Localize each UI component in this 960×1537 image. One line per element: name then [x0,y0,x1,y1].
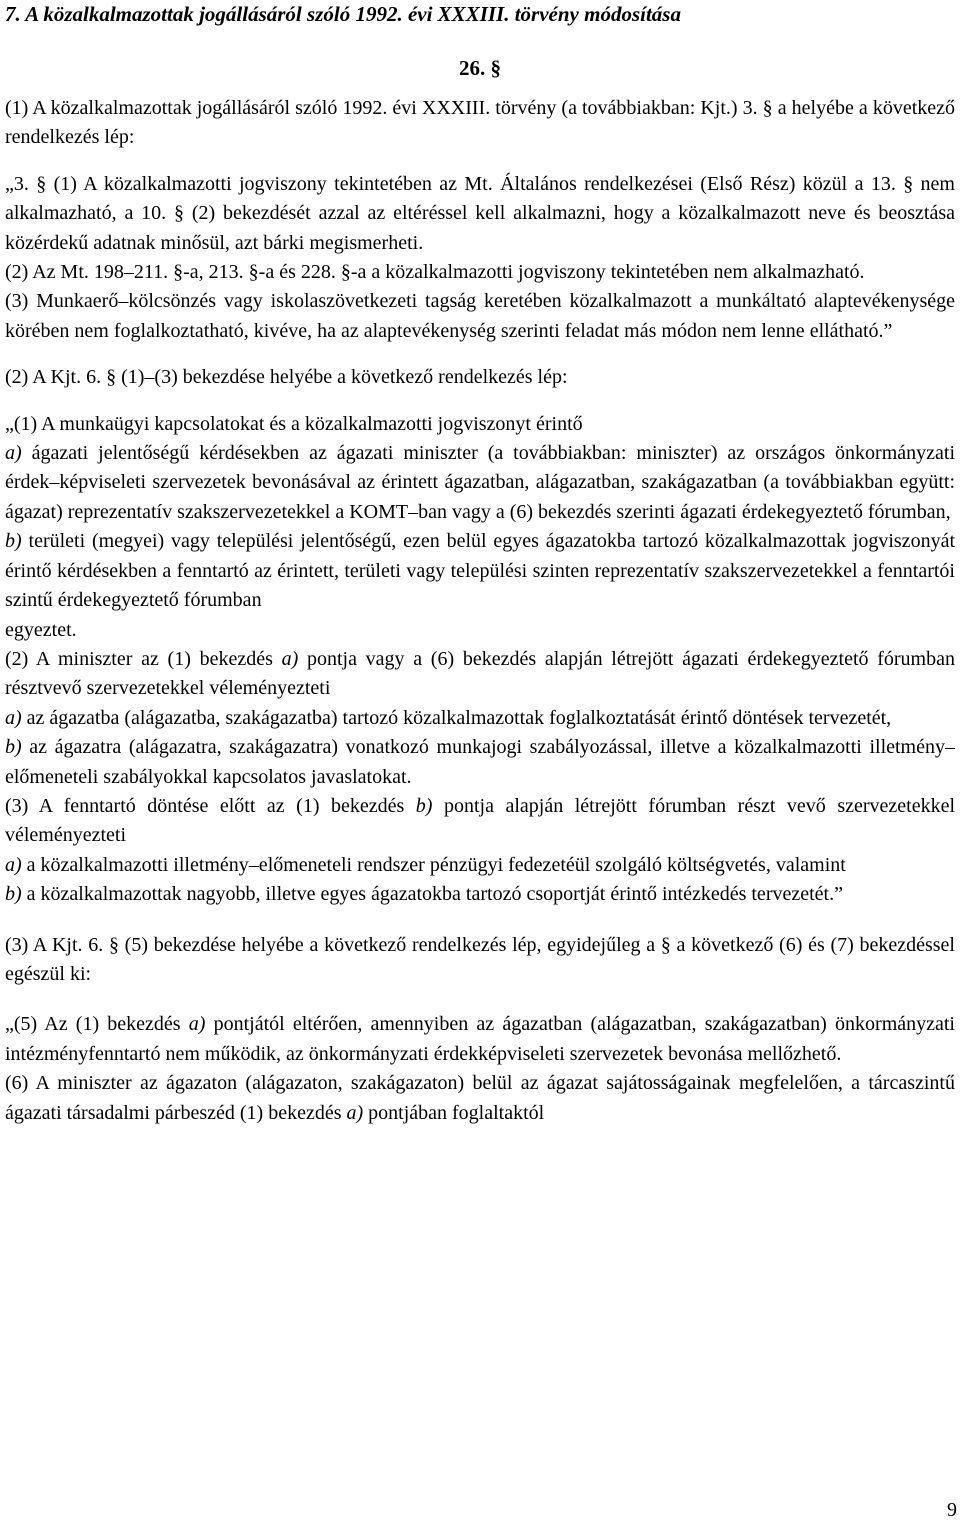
item-marker: a) [5,853,22,876]
page-number: 9 [947,1499,957,1521]
text-segment: (2) A miniszter az (1) bekezdés [5,647,282,670]
item-text: az ágazatra (alágazatra, szakágazatra) vonatkozó munkajogi szabályozással, illetve a közalkalmazotti illetmény–előmeneteli szabályokkal kapcsolatos javaslatokat. [5,736,955,788]
item-marker: a) [346,1101,364,1124]
paragraph: (2) Az Mt. 198–211. §-a, 213. §-a és 228. §-a a közalkalmazotti jogviszony tekintetében nem alkalmazható. [5,261,865,284]
paragraph: (2) A Kjt. 6. § (1)–(3) bekezdése helyébe a következő rendelkezés lép: [5,366,568,389]
item-text: ágazati jelentőségű kérdésekben az ágazati miniszter (a továbbiakban: miniszter) az országos önkormányzati érdek–képviseleti szervezetek bevonásával az érintett ágazatban, alágazatban, szakágazatban (a továbbiakban együtt: ágazat) reprezentatív szakszervezetekkel a KOMT–ban vagy a (6) bekezdés szerinti ágazati érdekegyeztető fórumban, [5,442,955,523]
list-item [5,704,955,733]
paragraph: „(1) A munkaügyi kapcsolatokat és a közalkalmazotti jogviszonyt érintő [5,412,583,435]
list-item [5,880,955,909]
item-marker: a) [5,706,22,729]
text-segment: (3) A fenntartó döntése előtt az (1) bekezdés [5,794,416,817]
section-heading: 26. § [459,56,501,80]
text-segment: „(5) Az (1) bekezdés [5,1013,189,1036]
item-text: területi (megyei) vagy települési jelentőségű, ezen belül egyes ágazatokba tartozó közalkalmazottak jogviszonyát érintő kérdésekben a fenntartó az érintett, területi vagy települési szinten reprezentatív szakszervezetekkel a fenntartói szintű érdekegyeztető fórumban [5,530,955,612]
item-text: az ágazatba (alágazatba, szakágazatba) tartozó közalkalmazottak foglalkoztatását érintő döntések tervezetét, [21,706,892,729]
document-title: 7. A közalkalmazottak jogállásáról szóló 1992. évi XXXIII. törvény módosítása [5,2,681,26]
item-marker: b) [5,883,22,906]
item-marker: a) [281,647,299,670]
document-page [5,0,955,1128]
paragraph: egyeztet. [5,618,77,641]
item-marker: a) [5,442,22,465]
text-segment: pontjától eltérően, amennyiben az ágazatban (alágazatban, szakágazatban) önkormányzati intézményfenntartó nem működik, az önkormányzati érdekképviseleti szervezetek bevonása mellőzhető. [5,1013,955,1065]
paragraph: „3. § (1) A közalkalmazotti jogviszony tekintetében az Mt. Általános rendelkezései (Első Rész) közül a 13. § nem alkalmazható, a 10. § (2) bekezdését azzal az eltéréssel kell alkalmazni, hogy a közalkalmazott neve és beosztása közérdekű adatnak minősül, azt bárki megismerheti. [5,172,955,254]
list-item [5,439,955,527]
item-marker: b) [5,736,22,759]
text-segment: pontja alapján létrejött fórumban részt vevő szervezetekkel véleményezteti [5,794,956,847]
text-segment: pontjában foglaltaktól [363,1101,545,1124]
paragraph [5,1010,955,1069]
item-marker: b) [5,530,22,553]
paragraph [5,792,955,851]
item-text: a közalkalmazottak nagyobb, illetve egyes ágazatokba tartozó csoportját érintő intézkedés tervezetét.” [21,883,843,906]
item-marker: a) [188,1013,206,1036]
list-item [5,851,955,880]
list-item [5,733,955,792]
item-text: a közalkalmazotti illetmény–előmeneteli rendszer pénzügyi fedezetéül szolgáló költségvetés, valamint [21,853,846,876]
paragraph: (3) A Kjt. 6. § (5) bekezdése helyébe a következő rendelkezés lép, egyidejűleg a § a következő (6) és (7) bekezdéssel egészül ki: [5,933,955,985]
paragraph [5,645,955,704]
paragraph [5,1069,955,1128]
paragraph: (3) Munkaerő–kölcsönzés vagy iskolaszövetkezeti tagság keretében közalkalmazott a munkáltató alaptevékenysége körében nem foglalkoztatható, kivéve, ha az alaptevékenység szerinti feladat más módon nem lenne ellátható.” [5,290,955,342]
paragraph: (1) A közalkalmazottak jogállásáról szóló 1992. évi XXXIII. törvény (a továbbiakban: Kjt.) 3. § a helyébe a következő rendelkezés lép: [5,97,955,149]
text-segment: (6) A miniszter az ágazaton (alágazaton, szakágazaton) belül az ágazat sajátosságainak megfelelően, a tárcaszintű ágazati társadalmi párbeszéd (1) bekezdés [5,1072,955,1124]
item-marker: b) [415,794,433,817]
text-segment: pontja vagy a (6) bekezdés alapján létrejött ágazati érdekegyeztető fórumban résztvevő szervezetekkel véleményezteti [5,647,955,700]
list-item [5,527,955,615]
